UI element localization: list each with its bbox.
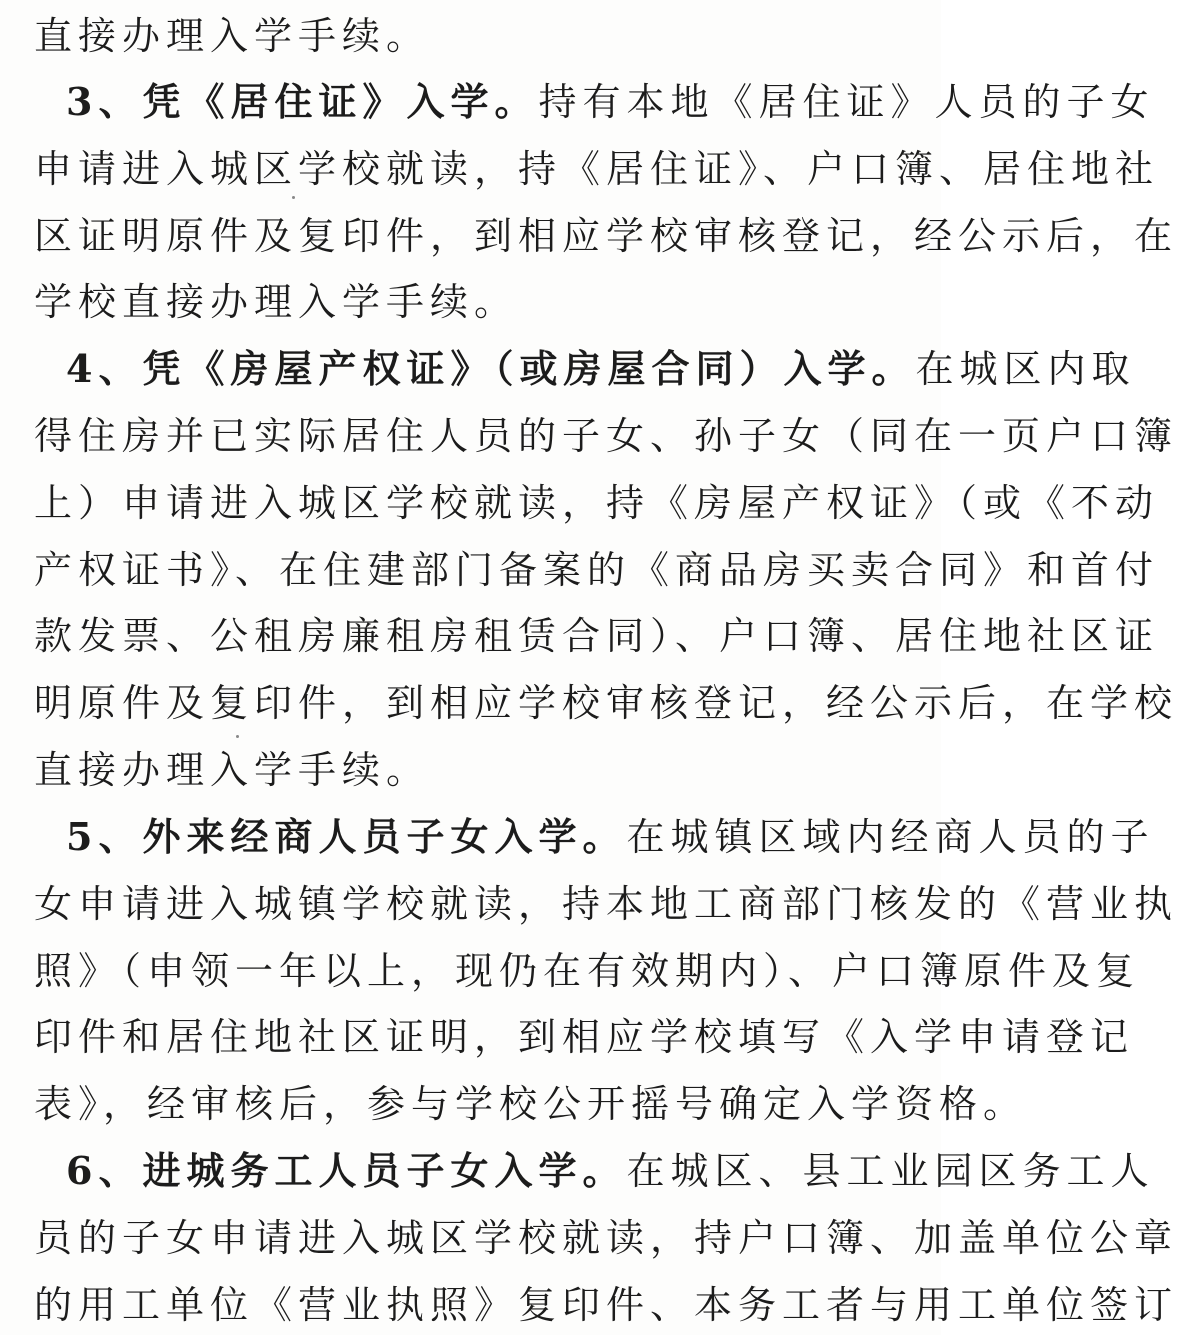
text-line — [34, 874, 1178, 934]
text-line-content: 得住房并已实际居住人员的子女、孙子女（同在一页户口簿 — [34, 414, 1178, 458]
text-line-content: 明原件及复印件，到相应学校审核登记，经公示后，在学校 — [34, 681, 1178, 725]
text-line — [34, 6, 919, 66]
text-line — [34, 406, 1178, 466]
text-line — [34, 673, 1178, 733]
text-line — [34, 740, 919, 800]
scan-speck — [292, 196, 295, 199]
text-line-content: 产权证书》、在住建部门备案的《商品房买卖合同》和首付 — [34, 548, 1160, 592]
text-line-content: 在城区内取 — [915, 347, 1136, 391]
item-5-heading: 5、外来经商人员子女入学。 — [66, 814, 627, 859]
text-line-content: 表》，经审核后，参与学校公开摇号确定入学资格。 — [34, 1082, 1028, 1126]
paragraph-item-6-first-line — [66, 1141, 1155, 1201]
item-3-heading: 3、凭《居住证》入学。 — [66, 79, 539, 124]
text-line-content: 照》（申领一年以上，现仍在有效期内）、户口簿原件及复 — [34, 949, 1141, 993]
text-line-content: 持有本地《居住证》人员的子女 — [538, 80, 1155, 124]
text-line-content: 款发票、公租房廉租房租赁合同）、户口簿、居住地社区证 — [34, 614, 1160, 658]
text-line-content: 在城镇区域内经商人员的子 — [626, 815, 1155, 859]
text-line-content: 学校直接办理入学手续。 — [34, 280, 519, 324]
text-line-content: 员的子女申请进入城区学校就读，持户口簿、加盖单位公章 — [34, 1216, 1178, 1260]
item-6-heading: 6、进城务工人员子女入学。 — [66, 1148, 627, 1193]
text-line-content: 直接办理入学手续。 — [34, 748, 431, 792]
text-line-content: 女申请进入城镇学校就读，持本地工商部门核发的《营业执 — [34, 882, 1178, 926]
text-line — [34, 1074, 1028, 1134]
paragraph-item-5-first-line — [66, 807, 1155, 867]
text-line — [34, 1275, 1178, 1335]
paragraph-item-4-first-line — [66, 339, 1136, 399]
text-line-content: 上）申请进入城区学校就读，持《房屋产权证》（或《不动 — [34, 481, 1160, 525]
text-line-content: 申请进入城区学校就读，持《居住证》、户口簿、居住地社 — [34, 147, 1160, 191]
text-line — [34, 473, 1160, 533]
paragraph-item-3-first-line — [66, 72, 1155, 132]
text-line — [34, 272, 919, 332]
text-line — [34, 1208, 1178, 1268]
item-4-heading: 4、凭《房屋产权证》（或房屋合同）入学。 — [66, 346, 916, 391]
text-line — [34, 206, 1178, 266]
text-line — [34, 1007, 1135, 1067]
text-line-content: 在城区、县工业园区务工人 — [626, 1149, 1155, 1193]
text-line-content: 的用工单位《营业执照》复印件、本务工者与用工单位签订 — [34, 1283, 1178, 1327]
text-line — [34, 941, 1141, 1001]
text-line-content: 印件和居住地社区证明，到相应学校填写《入学申请登记 — [34, 1015, 1135, 1059]
text-line — [34, 540, 1160, 600]
scan-speck — [236, 735, 239, 738]
text-line-content: 直接办理入学手续。 — [34, 14, 431, 58]
text-line — [34, 139, 1160, 199]
text-line — [34, 606, 1160, 666]
text-line-content: 区证明原件及复印件，到相应学校审核登记，经公示后，在 — [34, 214, 1178, 258]
